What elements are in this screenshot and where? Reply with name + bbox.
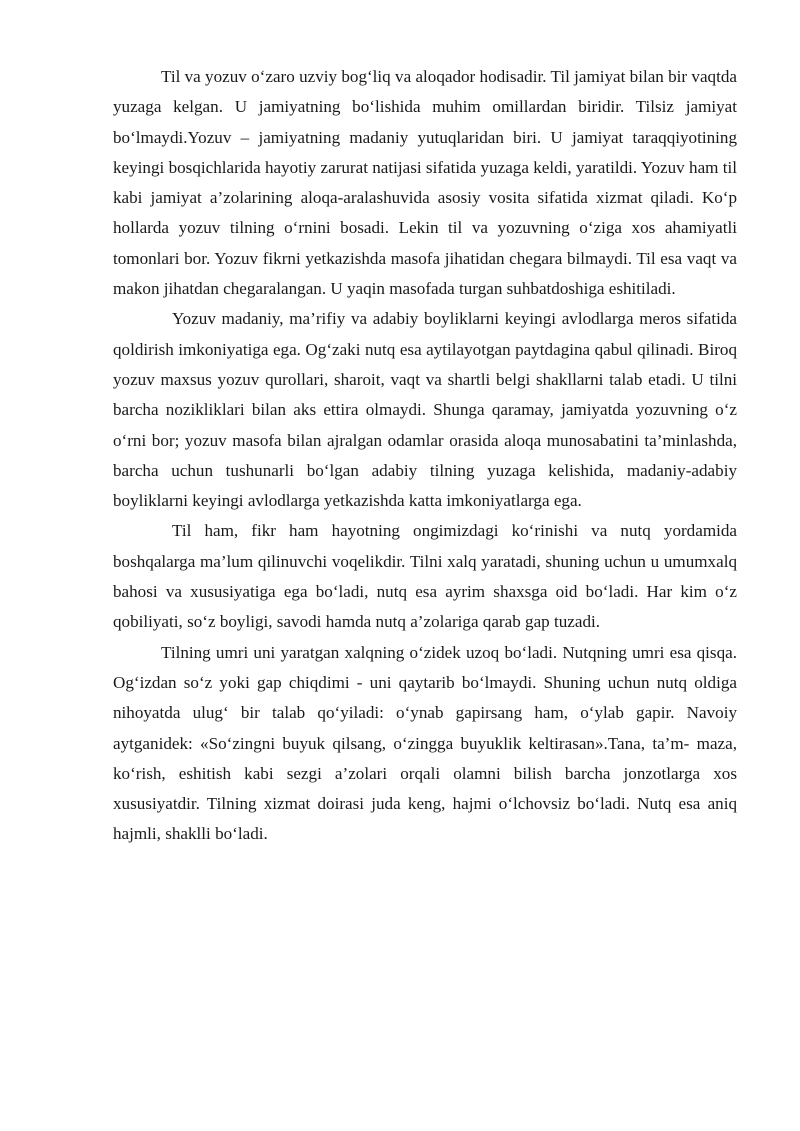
paragraph-1: Til va yozuv o‘zaro uzviy bog‘liq va aloqador hodisadir. Til jamiyat bilan bir vaqtda yuzaga kelgan. U jamiyatning bo‘lishida muhim omillardan biridir. Tilsiz jamiyat bo‘lmaydi.Yozuv – jamiyatning madaniy yutuqlaridan biri. U jamiyat taraqqiyotining keyingi bosqichlarida hayotiy zarurat natijasi sifatida yuzaga keldi, yaratildi. Yozuv ham til kabi jamiyat a’zolarining aloqa-aralashuvida asosiy vosita sifatida xizmat qiladi. Ko‘p hollarda yozuv tilning o‘rnini bosadi. Lekin til va yozuvning o‘ziga xos ahamiyatli tomonlari bor. Yozuv fikrni yetkazishda masofa jihatidan chegara bilmaydi. Til esa vaqt va makon jihatdan chegaralangan. U yaqin masofada turgan suhbatdoshiga eshitiladi. xyxy=(113,67,737,299)
paragraph-2: Yozuv madaniy, ma’rifiy va adabiy boyliklarni keyingi avlodlarga meros sifatida qoldirish imkoniyatiga ega. Og‘zaki nutq esa aytilayotgan paytdagina qabul qilinadi. Biroq yozuv maxsus yozuv qurollari, sharoit, vaqt va shartli belgi shakllarni talab etadi. U tilni barcha nozikliklari bilan aks ettira olmaydi. Shunga qaramay, jamiyatda yozuvning o‘z o‘rni bor; yozuv masofa bilan ajralgan odamlar orasida aloqa munosabatini ta’minlashda, barcha uchun tushunarli bo‘lgan adabiy tilning yuzaga kelishida, madaniy-adabiy boyliklarni keyingi avlodlarga yetkazishda katta imkoniyatlarga ega. xyxy=(113,309,737,511)
paragraph-4: Tilning umri uni yaratgan xalqning o‘zidek uzoq bo‘ladi. Nutqning umri esa qisqa. Og‘izdan so‘z yoki gap chiqdimi - uni qaytarib bo‘lmaydi. Shuning uchun nutq oldiga nihoyatda ulug‘ bir talab qo‘yiladi: o‘ynab gapirsang ham, o‘ylab gapir. Navoiy aytganidek: «So‘zingni buyuk qilsang, o‘zingga buyuklik keltirasan».Tana, ta’m- maza, ko‘rish, eshitish kabi sezgi a’zolari orqali olamni bilish barcha jonzotlarga xos xususiyatdir. Tilning xizmat doirasi juda keng, hajmi o‘lchovsiz bo‘ladi. Nutq esa aniq hajmli, shaklli bo‘ladi. xyxy=(113,642,737,844)
document-page xyxy=(113,62,737,850)
paragraph-3: Til ham, fikr ham hayotning ongimizdagi ko‘rinishi va nutq yordamida boshqalarga ma’lum qilinuvchi voqelikdir. Tilni xalq yaratadi, shuning uchun u umumxalq bahosi va xususiyatiga ega bo‘ladi, nutq esa ayrim shaxsga oid bo‘ladi. Har kim o‘z qobiliyati, so‘z boyligi, savodi hamda nutq a’zolariga qarab gap tuzadi. xyxy=(113,521,737,632)
